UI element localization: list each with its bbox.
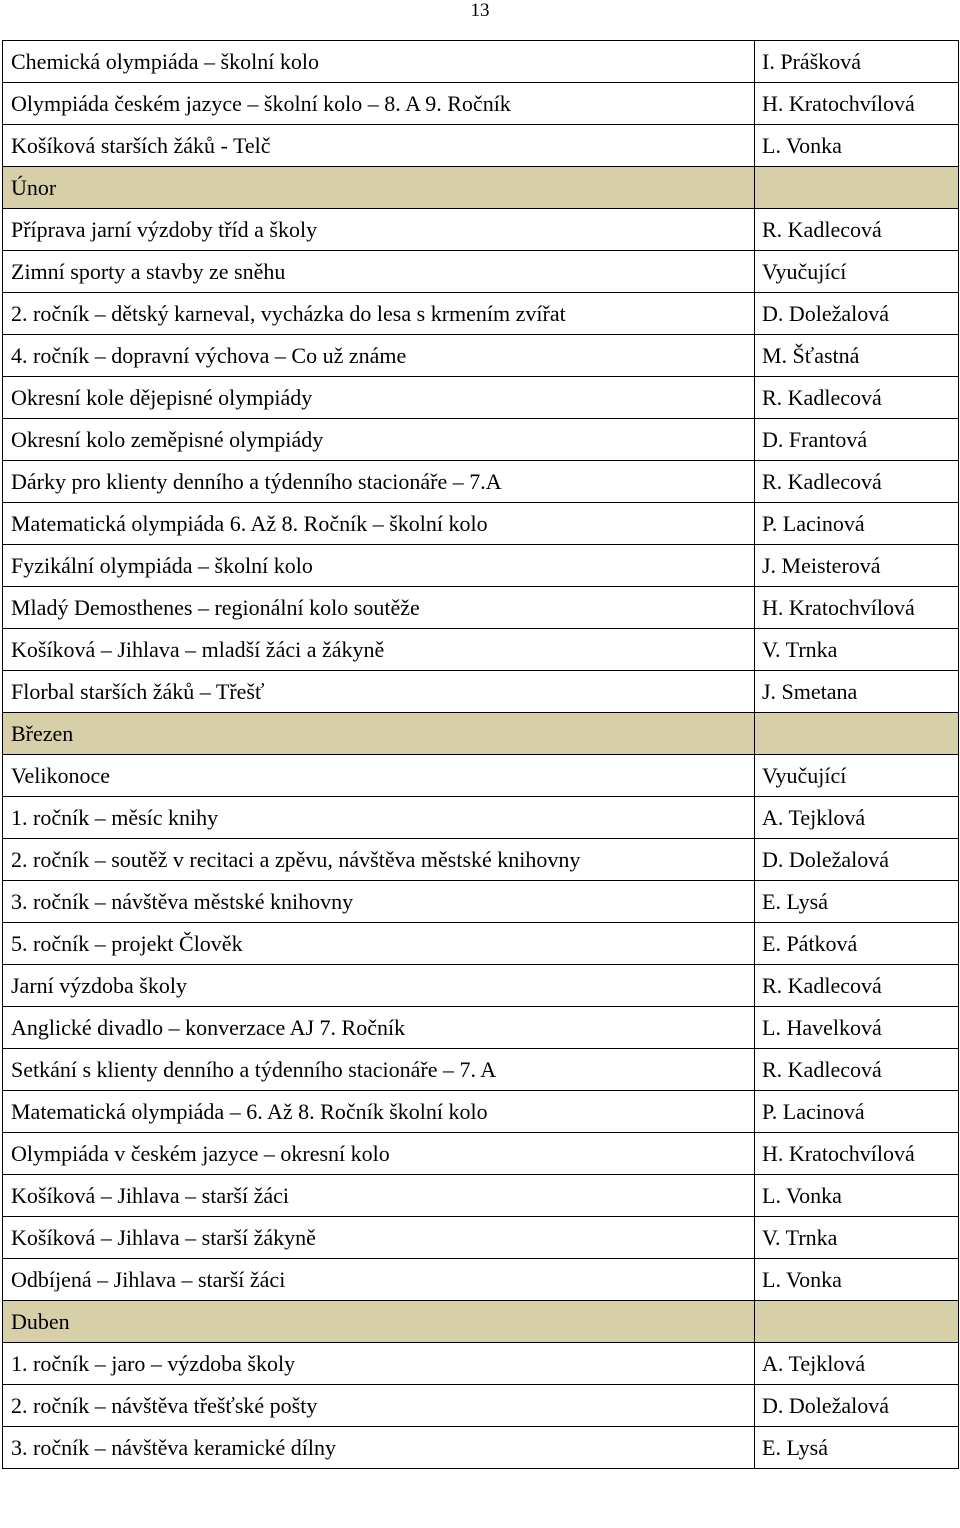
responsible-person: D. Doležalová	[755, 1385, 959, 1427]
responsible-person: R. Kadlecová	[755, 965, 959, 1007]
table-row	[3, 377, 959, 419]
table-row	[3, 125, 959, 167]
event-description: Olympiáda českém jazyce – školní kolo – 8. A 9. Ročník	[3, 83, 755, 125]
month-name: Duben	[3, 1301, 755, 1343]
responsible-person: P. Lacinová	[755, 503, 959, 545]
responsible-person: D. Frantová	[755, 419, 959, 461]
event-description: Košíková – Jihlava – starší žáci	[3, 1175, 755, 1217]
table-row	[3, 671, 959, 713]
responsible-person: D. Doležalová	[755, 293, 959, 335]
responsible-person: P. Lacinová	[755, 1091, 959, 1133]
responsible-person: R. Kadlecová	[755, 377, 959, 419]
event-description: Košíková – Jihlava – mladší žáci a žákyně	[3, 629, 755, 671]
event-description: Dárky pro klienty denního a týdenního stacionáře – 7.A	[3, 461, 755, 503]
event-description: Anglické divadlo – konverzace AJ 7. Ročník	[3, 1007, 755, 1049]
event-description: 5. ročník – projekt Člověk	[3, 923, 755, 965]
responsible-person: D. Doležalová	[755, 839, 959, 881]
responsible-person	[755, 167, 959, 209]
event-description: Okresní kolo zeměpisné olympiády	[3, 419, 755, 461]
responsible-person: Vyučující	[755, 755, 959, 797]
responsible-person: J. Smetana	[755, 671, 959, 713]
event-description: Odbíjená – Jihlava – starší žáci	[3, 1259, 755, 1301]
month-name: Březen	[3, 713, 755, 755]
table-row	[3, 419, 959, 461]
table-row	[3, 461, 959, 503]
responsible-person: E. Lysá	[755, 1427, 959, 1469]
responsible-person	[755, 713, 959, 755]
event-description: 2. ročník – dětský karneval, vycházka do lesa s krmením zvířat	[3, 293, 755, 335]
event-description: Mladý Demosthenes – regionální kolo soutěže	[3, 587, 755, 629]
table-row	[3, 881, 959, 923]
responsible-person: L. Vonka	[755, 1175, 959, 1217]
event-description: Matematická olympiáda – 6. Až 8. Ročník školní kolo	[3, 1091, 755, 1133]
month-header-row	[3, 1301, 959, 1343]
table-row	[3, 503, 959, 545]
table-row	[3, 1175, 959, 1217]
responsible-person	[755, 1301, 959, 1343]
event-description: Příprava jarní výzdoby tříd a školy	[3, 209, 755, 251]
responsible-person: H. Kratochvílová	[755, 83, 959, 125]
event-description: Florbal starších žáků – Třešť	[3, 671, 755, 713]
responsible-person: I. Prášková	[755, 41, 959, 83]
table-row	[3, 293, 959, 335]
event-description: 2. ročník – návštěva třešťské pošty	[3, 1385, 755, 1427]
responsible-person: V. Trnka	[755, 1217, 959, 1259]
responsible-person: R. Kadlecová	[755, 461, 959, 503]
responsible-person: H. Kratochvílová	[755, 1133, 959, 1175]
table-row	[3, 1343, 959, 1385]
table-row	[3, 1049, 959, 1091]
table-row	[3, 1007, 959, 1049]
table-row	[3, 839, 959, 881]
table-row	[3, 923, 959, 965]
responsible-person: M. Šťastná	[755, 335, 959, 377]
table-row	[3, 1259, 959, 1301]
table-row	[3, 797, 959, 839]
event-description: 3. ročník – návštěva keramické dílny	[3, 1427, 755, 1469]
responsible-person: R. Kadlecová	[755, 1049, 959, 1091]
event-description: 2. ročník – soutěž v recitaci a zpěvu, návštěva městské knihovny	[3, 839, 755, 881]
event-description: Velikonoce	[3, 755, 755, 797]
table-row	[3, 1427, 959, 1469]
event-description: 1. ročník – měsíc knihy	[3, 797, 755, 839]
page-number: 13	[470, 0, 490, 21]
responsible-person: H. Kratochvílová	[755, 587, 959, 629]
event-description: 4. ročník – dopravní výchova – Co už známe	[3, 335, 755, 377]
table-row	[3, 1385, 959, 1427]
event-description: Zimní sporty a stavby ze sněhu	[3, 251, 755, 293]
responsible-person: L. Vonka	[755, 1259, 959, 1301]
table-row	[3, 587, 959, 629]
responsible-person: J. Meisterová	[755, 545, 959, 587]
table-row	[3, 83, 959, 125]
event-description: Jarní výzdoba školy	[3, 965, 755, 1007]
month-header-row	[3, 713, 959, 755]
table-row	[3, 1217, 959, 1259]
event-description: Fyzikální olympiáda – školní kolo	[3, 545, 755, 587]
event-description: Olympiáda v českém jazyce – okresní kolo	[3, 1133, 755, 1175]
event-description: 1. ročník – jaro – výzdoba školy	[3, 1343, 755, 1385]
event-description: Matematická olympiáda 6. Až 8. Ročník – školní kolo	[3, 503, 755, 545]
responsible-person: L. Havelková	[755, 1007, 959, 1049]
responsible-person: E. Pátková	[755, 923, 959, 965]
table-row	[3, 545, 959, 587]
table-row	[3, 335, 959, 377]
table-row	[3, 965, 959, 1007]
event-description: Košíková starších žáků - Telč	[3, 125, 755, 167]
schedule-body	[3, 41, 959, 1469]
event-description: 3. ročník – návštěva městské knihovny	[3, 881, 755, 923]
event-description: Setkání s klienty denního a týdenního stacionáře – 7. A	[3, 1049, 755, 1091]
table-row	[3, 1091, 959, 1133]
responsible-person: E. Lysá	[755, 881, 959, 923]
table-row	[3, 755, 959, 797]
responsible-person: Vyučující	[755, 251, 959, 293]
table-row	[3, 1133, 959, 1175]
month-header-row	[3, 167, 959, 209]
responsible-person: R. Kadlecová	[755, 209, 959, 251]
table-row	[3, 629, 959, 671]
month-name: Únor	[3, 167, 755, 209]
table-row	[3, 41, 959, 83]
table-row	[3, 209, 959, 251]
activity-schedule-table	[2, 40, 959, 1469]
responsible-person: V. Trnka	[755, 629, 959, 671]
responsible-person: A. Tejklová	[755, 797, 959, 839]
table-row	[3, 251, 959, 293]
responsible-person: A. Tejklová	[755, 1343, 959, 1385]
event-description: Okresní kole dějepisné olympiády	[3, 377, 755, 419]
event-description: Chemická olympiáda – školní kolo	[3, 41, 755, 83]
responsible-person: L. Vonka	[755, 125, 959, 167]
event-description: Košíková – Jihlava – starší žákyně	[3, 1217, 755, 1259]
